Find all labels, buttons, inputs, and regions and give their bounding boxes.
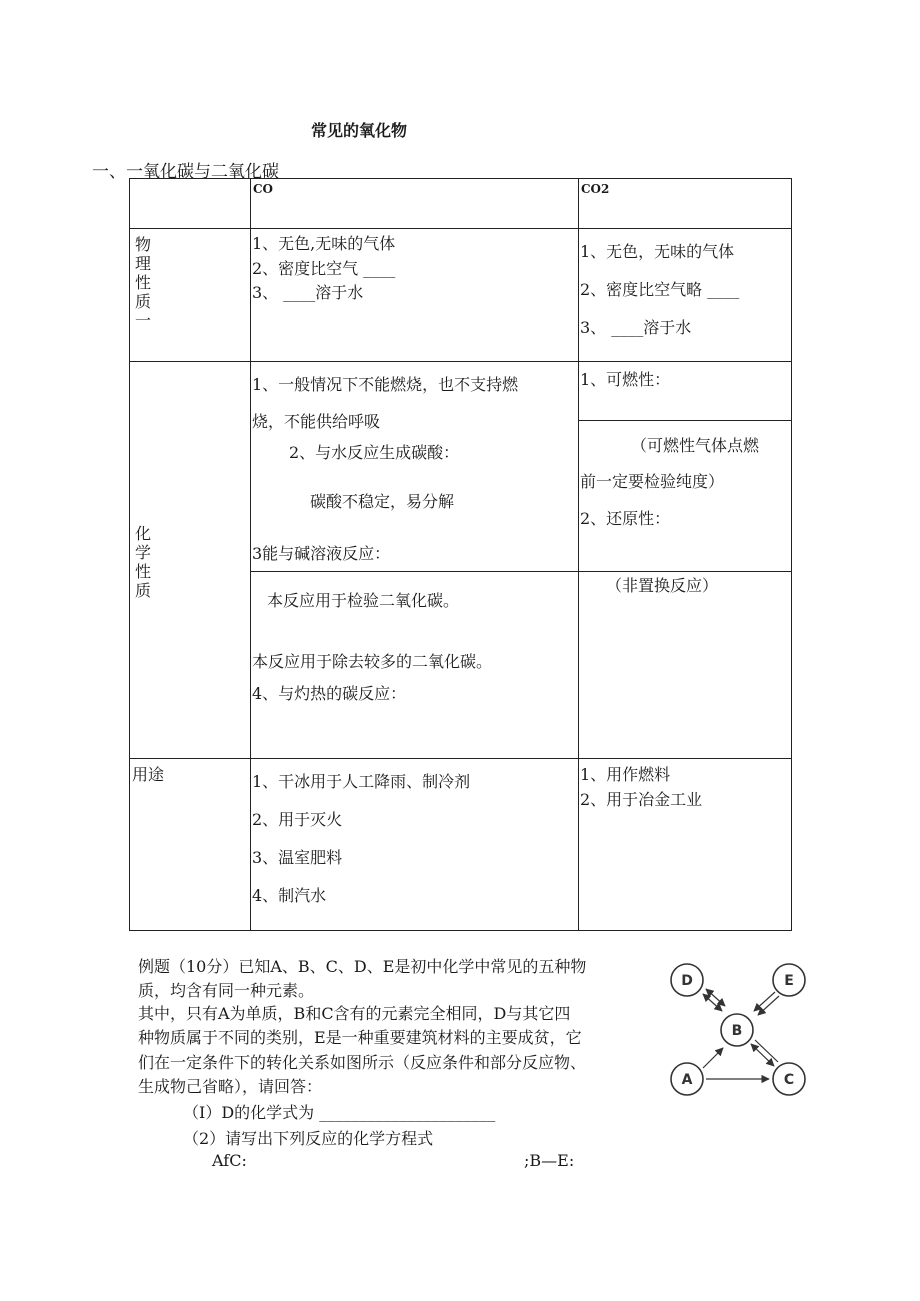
chemical-co2-5: （非置换反应） bbox=[606, 576, 719, 595]
chemical-co-3: 2、与水反应生成碳酸： bbox=[289, 443, 460, 462]
arrow-a-b bbox=[703, 1048, 723, 1068]
header-blank-cell bbox=[130, 179, 251, 229]
chemical-co2-2: （可燃性气体点燃 bbox=[631, 436, 760, 455]
chemical-co-4: 碳酸不稳定，易分解 bbox=[310, 492, 455, 511]
node-d-label: D bbox=[681, 973, 693, 989]
chemical-co2-divider-1 bbox=[578, 420, 792, 421]
table-row-header bbox=[130, 179, 792, 229]
table-row-physical bbox=[130, 229, 792, 362]
chemical-co-7: 本反应用于除去较多的二氧化碳。 bbox=[252, 652, 493, 671]
chemical-co2-4: 2、还原性： bbox=[580, 509, 671, 528]
question-2-ac: AfC: bbox=[212, 1151, 247, 1170]
physical-co2-2: 2、密度比空气略 ____ bbox=[580, 280, 740, 299]
usage-label-cell bbox=[130, 759, 251, 931]
example-line-6: 生成物己省略），请回答： bbox=[138, 1077, 323, 1096]
comparison-table bbox=[129, 178, 792, 931]
usage-co2-1: 1、用作燃料 bbox=[580, 765, 671, 784]
chemical-co-2: 烧，不能供给呼吸 bbox=[252, 412, 381, 431]
arrow-d-b-2 bbox=[706, 989, 725, 1006]
arrow-d-b bbox=[703, 994, 722, 1011]
chemical-co2-cell bbox=[579, 362, 792, 759]
usage-co-cell bbox=[251, 759, 579, 931]
arrow-b-e bbox=[754, 992, 775, 1011]
chemical-co-6: 本反应用于检验二氧化碳。 bbox=[267, 591, 460, 610]
chemical-co2-3: 前一定要检验纯度） bbox=[580, 472, 725, 491]
example-line-1: 例题（10分）已知A、B、C、D、E是初中化学中常见的五种物 bbox=[138, 957, 587, 976]
usage-co-2: 2、用于灭火 bbox=[252, 810, 343, 829]
conversion-diagram bbox=[662, 955, 814, 1105]
question-1: （I）D的化学式为 ______________________ bbox=[183, 1103, 496, 1122]
usage-co-4: 4、制汽水 bbox=[252, 886, 327, 905]
example-line-4: 种物质属于不同的类别，E是一种重要建筑材料的主要成贫，它 bbox=[138, 1028, 582, 1047]
physical-co-3: 3、 ____溶于水 bbox=[252, 283, 364, 302]
physical-label-cell bbox=[130, 229, 251, 362]
table-row-usage bbox=[130, 759, 792, 931]
physical-co2-cell bbox=[579, 229, 792, 362]
physical-co-2: 2、密度比空气 ____ bbox=[252, 259, 396, 278]
header-co2: CO2 bbox=[581, 182, 610, 196]
physical-label: 物理性质一 bbox=[135, 235, 152, 330]
physical-co-cell bbox=[251, 229, 579, 362]
usage-co-1: 1、干冰用于人工降雨、制冷剂 bbox=[252, 772, 471, 791]
header-co-cell bbox=[251, 179, 579, 229]
arrow-b-e-2 bbox=[758, 996, 779, 1015]
question-2-be: ;B—E: bbox=[524, 1151, 575, 1170]
usage-co-3: 3、温室肥料 bbox=[252, 848, 343, 867]
chemical-co-1: 1、一般情况下不能燃烧，也不支持燃 bbox=[252, 375, 519, 394]
chemical-co-8: 4、与灼热的碳反应： bbox=[252, 684, 407, 703]
header-co: CO bbox=[253, 182, 274, 196]
chemical-label: 化学性质 bbox=[135, 524, 152, 600]
node-c-label: C bbox=[783, 1072, 795, 1088]
example-line-3: 其中，只有A为单质，B和C含有的元素完全相同，D与其它四 bbox=[138, 1004, 571, 1023]
chemical-co2-divider-2 bbox=[578, 571, 792, 572]
example-line-2: 质，均含有同一种元素。 bbox=[138, 981, 315, 1000]
header-co2-cell bbox=[579, 179, 792, 229]
usage-label: 用途 bbox=[132, 765, 165, 784]
chemical-co-cell bbox=[251, 362, 579, 759]
example-line-5: 们在一定条件下的转化关系如图所示（反应条件和部分反应物、 bbox=[138, 1053, 587, 1072]
node-a-label: A bbox=[681, 1072, 693, 1088]
chemical-co-divider bbox=[250, 571, 579, 572]
physical-co2-1: 1、无色，无味的气体 bbox=[580, 242, 735, 261]
question-2: （2）请写出下列反应的化学方程式 bbox=[183, 1129, 434, 1148]
usage-co2-2: 2、用于冶金工业 bbox=[580, 790, 703, 809]
physical-co-1: 1、无色,无味的气体 bbox=[252, 234, 396, 253]
usage-co2-cell bbox=[579, 759, 792, 931]
page-title: 常见的氧化物 bbox=[311, 121, 408, 140]
chemical-co-5: 3能与碱溶液反应： bbox=[252, 544, 391, 563]
physical-co2-3: 3、 ____溶于水 bbox=[580, 318, 692, 337]
node-e-label: E bbox=[784, 973, 794, 989]
chemical-co2-1: 1、可燃性： bbox=[580, 370, 671, 389]
table-row-chemical bbox=[130, 362, 792, 759]
section-heading: 一、一氧化碳与二氧化碳 bbox=[92, 162, 279, 182]
node-b-label: B bbox=[731, 1023, 743, 1039]
chemical-label-cell bbox=[130, 362, 251, 759]
